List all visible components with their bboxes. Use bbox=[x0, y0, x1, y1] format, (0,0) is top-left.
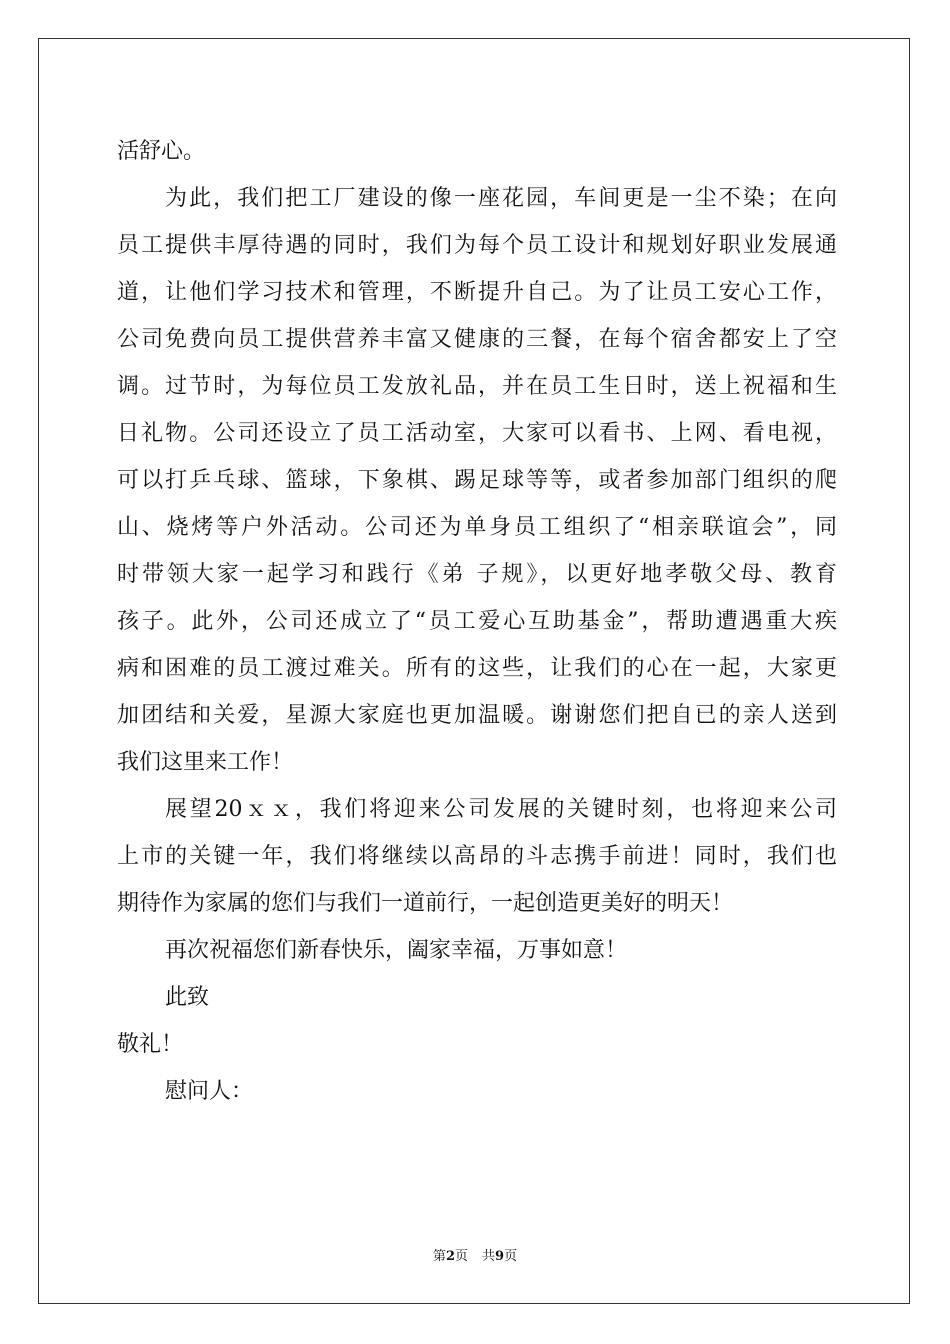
text-line: 孩子。此外，公司还成立了“员工爱心互助基金”，帮助遭遇重大疾 bbox=[117, 609, 837, 634]
text-line: 公司免费向员工提供营养丰富又健康的三餐，在每个宿舍都安上了空 bbox=[117, 327, 837, 352]
text-line: 我们这里来工作！ bbox=[117, 750, 294, 775]
text-line: 调。过节时，为每位员工发放礼品，并在员工生日时，送上祝福和生 bbox=[117, 374, 837, 399]
closing-cizhi: 此致 bbox=[165, 985, 210, 1010]
page-suffix: 页 bbox=[454, 1249, 468, 1264]
total-pages: 9 bbox=[495, 1249, 505, 1264]
text-line: 时带领大家一起学习和践行《弟 子规》，以更好地孝敬父母、教育 bbox=[117, 562, 837, 587]
text-line: 加团结和关爱，星源大家庭也更加温暖。谢谢您们把自已的亲人送到 bbox=[117, 703, 837, 728]
page-prefix: 第 bbox=[432, 1249, 446, 1264]
total-suffix: 页 bbox=[504, 1249, 518, 1264]
closing-jingli: 敬礼！ bbox=[117, 1032, 184, 1057]
text-line: 病和困难的员工渡过难关。所有的这些，让我们的心在一起，大家更 bbox=[117, 656, 837, 681]
text-line: 活舒心。 bbox=[117, 139, 206, 164]
text-line: 道，让他们学习技术和管理，不断提升自己。为了让员工安心工作， bbox=[117, 280, 837, 305]
total-prefix: 共 bbox=[482, 1249, 496, 1264]
text-line: 员工提供丰厚待遇的同时，我们为每个员工设计和规划好职业发展通 bbox=[117, 233, 837, 258]
letter-body bbox=[117, 128, 837, 1115]
closing-wishes: 再次祝福您们新春快乐，阖家幸福，万事如意！ bbox=[165, 938, 628, 963]
paragraph-start-line: 为此，我们把工厂建设的像一座花园，车间更是一尘不染；在向 bbox=[165, 186, 837, 211]
page-footer bbox=[0, 1245, 950, 1264]
text-line: 山、烧烤等户外活动。公司还为单身员工组织了“相亲联谊会”，同 bbox=[117, 515, 837, 540]
signature-label: 慰问人： bbox=[165, 1079, 254, 1104]
page-number: 2 bbox=[445, 1249, 455, 1264]
text-line: 日礼物。公司还设立了员工活动室，大家可以看书、上网、看电视， bbox=[117, 421, 837, 446]
paragraph-start-line: 展望20ｘｘ，我们将迎来公司发展的关键时刻，也将迎来公司 bbox=[165, 797, 837, 822]
text-line: 期待作为家属的您们与我们一道前行，一起创造更美好的明天！ bbox=[117, 891, 734, 916]
text-line: 可以打乒乓球、篮球，下象棋、踢足球等等，或者参加部门组织的爬 bbox=[117, 468, 837, 493]
text-line: 上市的关键一年，我们将继续以高昂的斗志携手前进！同时，我们也 bbox=[117, 844, 837, 869]
